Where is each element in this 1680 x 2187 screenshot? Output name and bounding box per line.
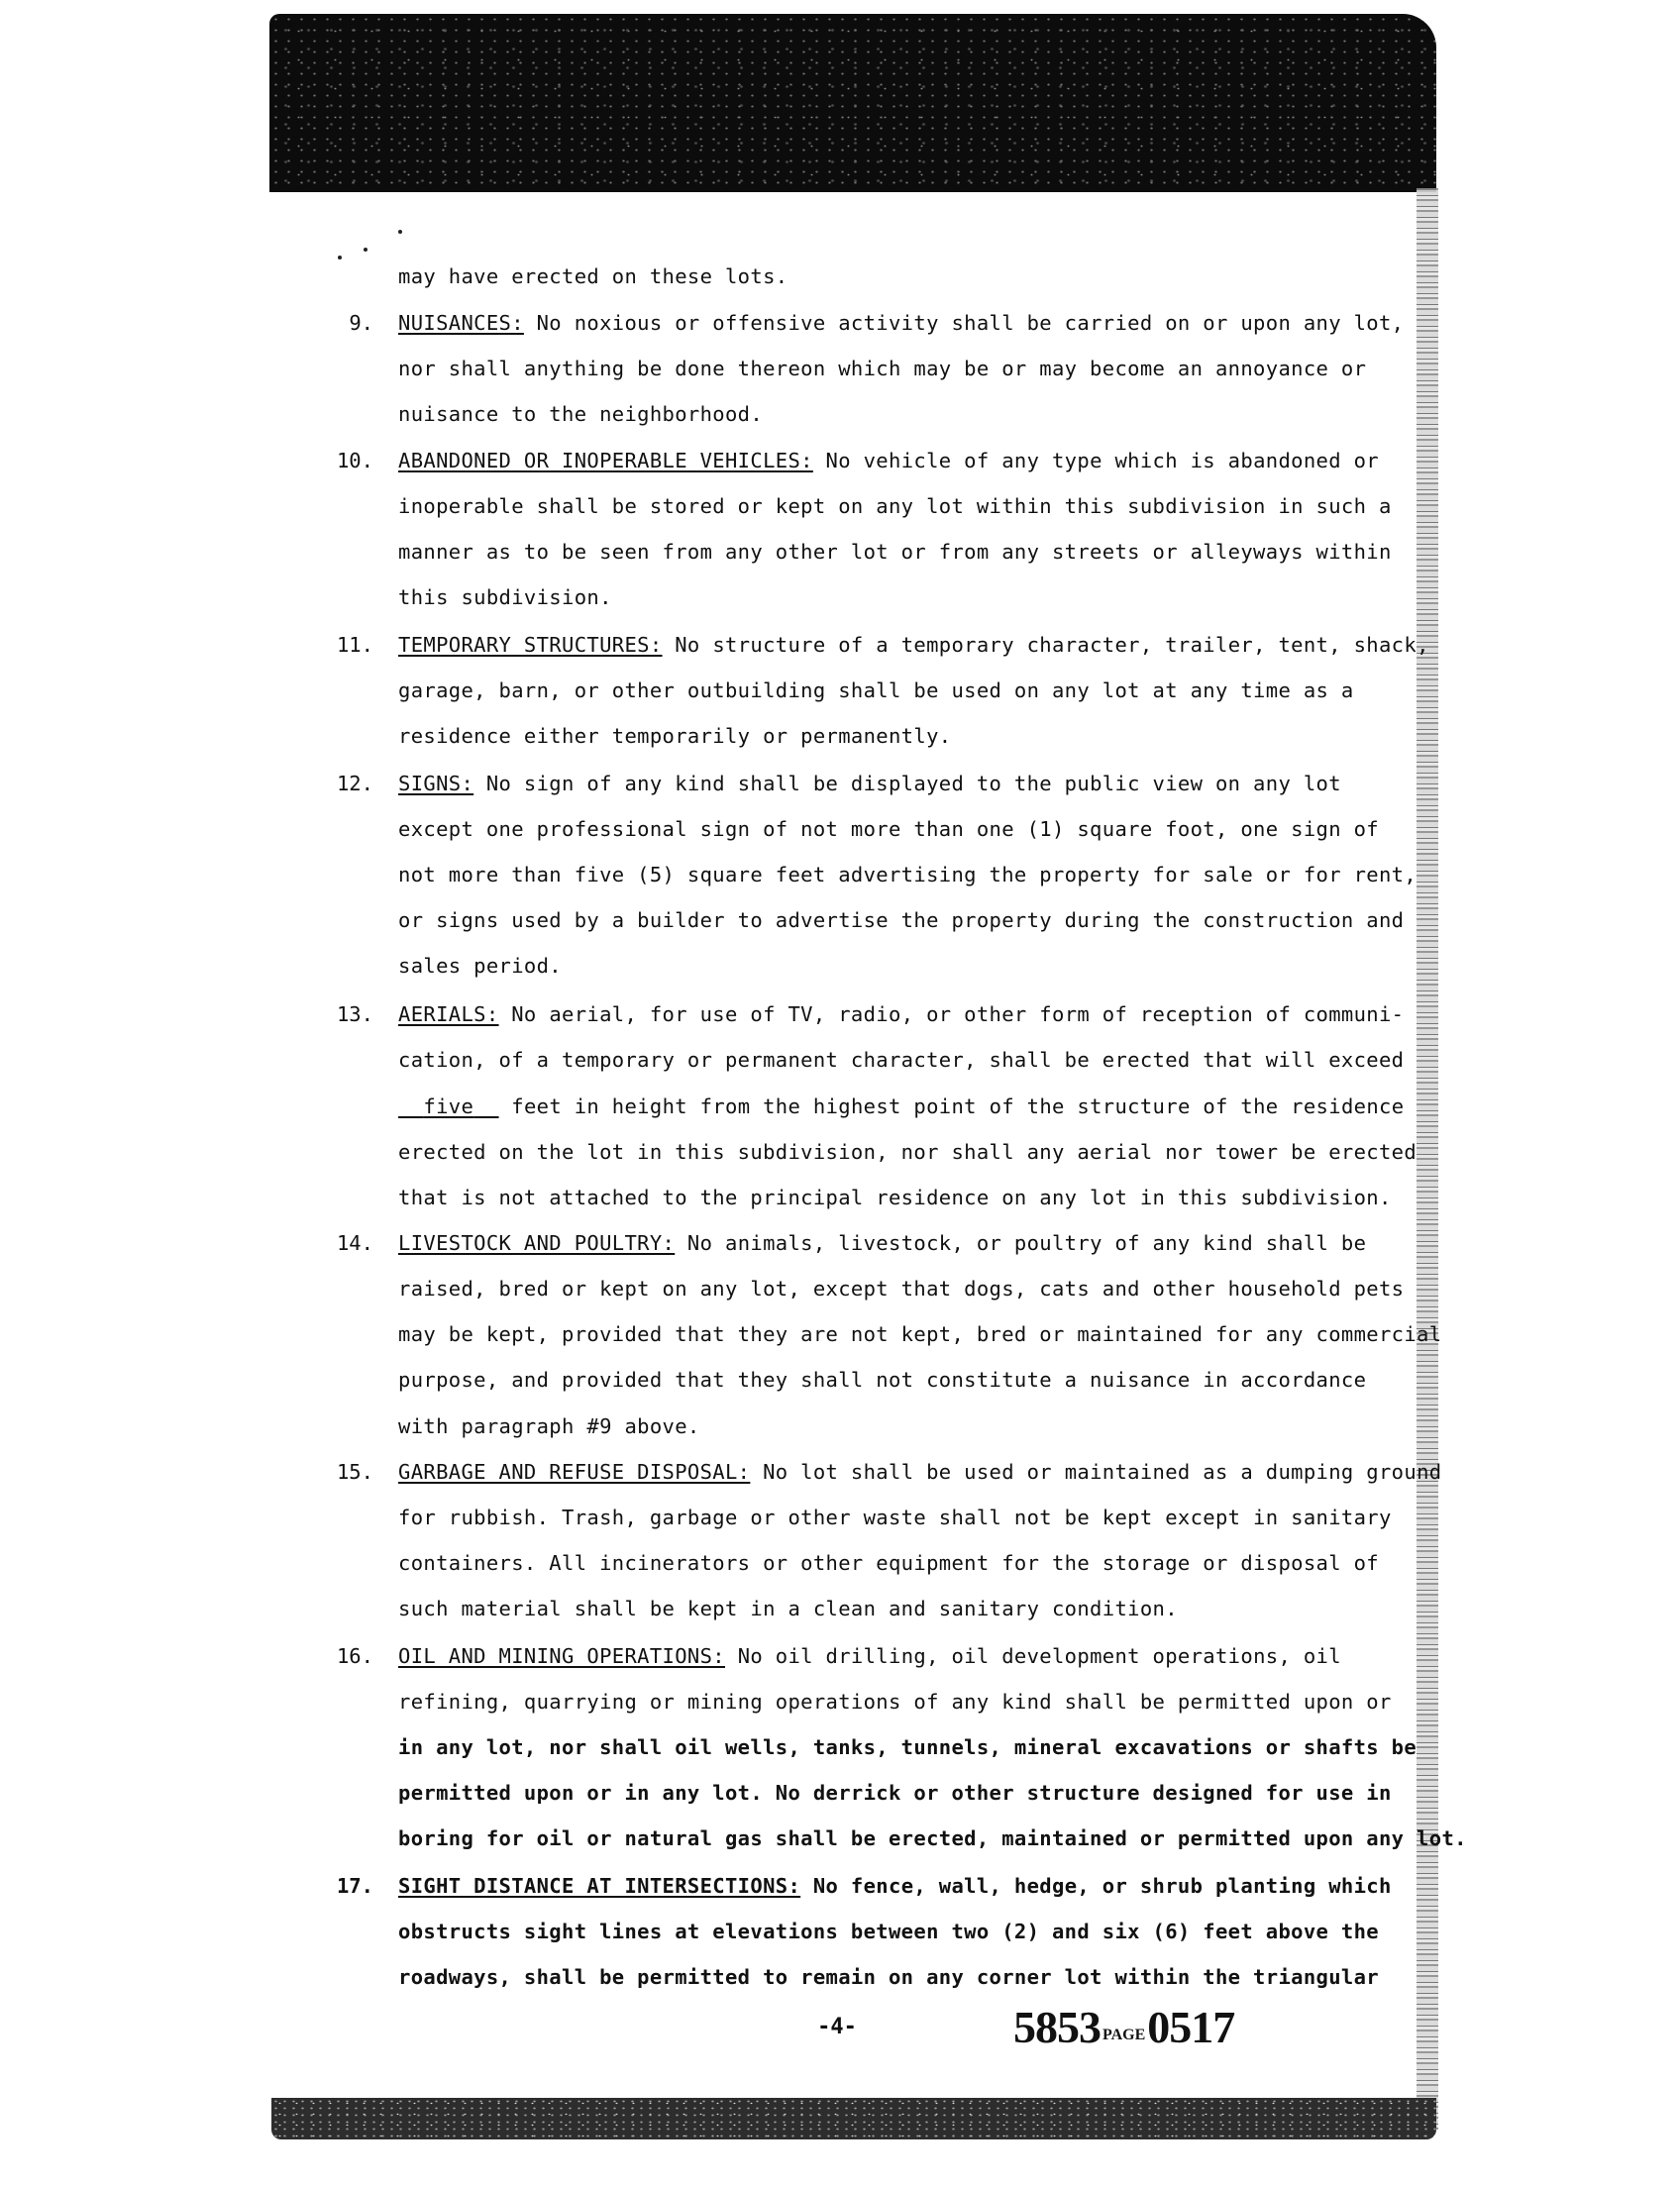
item-line: erected on the lot in this subdivision, nor shall any aerial nor tower be erected bbox=[398, 1140, 1418, 1164]
item-line: garage, barn, or other outbuilding shall be used on any lot at any time as a bbox=[398, 678, 1354, 702]
item-line bbox=[398, 1459, 1441, 1485]
item-line: that is not attached to the principal residence on any lot in this subdivision. bbox=[398, 1186, 1392, 1209]
item-text: No sign of any kind shall be displayed to the public view on any lot bbox=[473, 772, 1341, 795]
item-line: except one professional sign of not more than one (1) square foot, one sign of bbox=[398, 817, 1379, 841]
item-line: in any lot, nor shall oil wells, tanks, tunnels, mineral excavations or shafts be bbox=[398, 1735, 1418, 1759]
continuation-line: may have erected on these lots. bbox=[398, 264, 788, 288]
filled-blank bbox=[398, 1094, 499, 1118]
item-line: raised, bred or kept on any lot, except that dogs, cats and other household pets bbox=[398, 1277, 1405, 1301]
scan-noise-top bbox=[269, 14, 1436, 192]
item-line bbox=[398, 632, 1429, 658]
filled-blank-value: five bbox=[423, 1094, 474, 1118]
item-number: 11. bbox=[336, 633, 373, 657]
item-text: No structure of a temporary character, trailer, tent, shack, bbox=[662, 633, 1429, 657]
item-number: 17. bbox=[336, 1874, 373, 1898]
page-reference-number: 0517 bbox=[1147, 2002, 1235, 2052]
item-line: nuisance to the neighborhood. bbox=[398, 402, 764, 426]
item-heading: NUISANCES: bbox=[398, 311, 524, 335]
item-line bbox=[398, 1643, 1341, 1669]
item-heading: SIGHT DISTANCE AT INTERSECTIONS: bbox=[398, 1874, 801, 1898]
item-number: 9. bbox=[349, 311, 373, 335]
item-line: not more than five (5) square feet advertising the property for sale or for rent, bbox=[398, 863, 1418, 886]
item-line bbox=[398, 771, 1341, 796]
item-line: refining, quarrying or mining operations of any kind shall be permitted upon or bbox=[398, 1690, 1392, 1714]
item-number: 16. bbox=[336, 1644, 373, 1668]
item-line bbox=[398, 1873, 1392, 1899]
item-line: this subdivision. bbox=[398, 585, 612, 609]
stray-mark bbox=[398, 230, 402, 234]
item-line: or signs used by a builder to advertise the property during the construction and bbox=[398, 908, 1405, 932]
item-line: cation, of a temporary or permanent character, shall be erected that will exceed bbox=[398, 1048, 1405, 1072]
item-line: residence either temporarily or permanently. bbox=[398, 724, 952, 748]
item-line: roadways, shall be permitted to remain on any corner lot within the triangular bbox=[398, 1965, 1379, 1989]
item-number: 10. bbox=[336, 449, 373, 472]
item-text: No animals, livestock, or poultry of any kind shall be bbox=[675, 1231, 1367, 1255]
item-heading: SIGNS: bbox=[398, 772, 474, 795]
item-line bbox=[398, 310, 1404, 336]
item-text: feet in height from the highest point of the structure of the residence bbox=[511, 1094, 1405, 1118]
item-number: 13. bbox=[336, 1002, 373, 1026]
item-line: such material shall be kept in a clean and sanitary condition. bbox=[398, 1597, 1178, 1620]
item-text: No fence, wall, hedge, or shrub planting which bbox=[800, 1874, 1392, 1898]
item-line: with paragraph #9 above. bbox=[398, 1414, 700, 1438]
item-number: 15. bbox=[336, 1460, 373, 1484]
item-line: sales period. bbox=[398, 954, 562, 978]
item-heading: ABANDONED OR INOPERABLE VEHICLES: bbox=[398, 449, 813, 472]
item-heading: AERIALS: bbox=[398, 1002, 499, 1026]
item-text: No noxious or offensive activity shall be carried on or upon any lot, bbox=[523, 311, 1405, 335]
item-text: No aerial, for use of TV, radio, or other form of reception of communi- bbox=[498, 1002, 1405, 1026]
item-text: No oil drilling, oil development operations, oil bbox=[725, 1644, 1341, 1668]
page-label: PAGE bbox=[1102, 2027, 1146, 2043]
item-line bbox=[398, 1230, 1366, 1256]
item-number: 12. bbox=[336, 772, 373, 795]
item-heading: GARBAGE AND REFUSE DISPOSAL: bbox=[398, 1460, 751, 1484]
item-number: 14. bbox=[336, 1231, 373, 1255]
item-line: permitted upon or in any lot. No derrick or other structure designed for use in bbox=[398, 1781, 1392, 1805]
item-line bbox=[398, 448, 1379, 473]
stray-mark bbox=[338, 256, 342, 260]
item-heading: OIL AND MINING OPERATIONS: bbox=[398, 1644, 725, 1668]
item-line: inoperable shall be stored or kept on any lot within this subdivision in such a bbox=[398, 494, 1392, 518]
item-line: purpose, and provided that they shall not constitute a nuisance in accordance bbox=[398, 1368, 1367, 1392]
item-heading: TEMPORARY STRUCTURES: bbox=[398, 633, 663, 657]
item-text: No lot shall be used or maintained as a dumping ground bbox=[750, 1460, 1442, 1484]
item-line: may be kept, provided that they are not kept, bred or maintained for any commercial bbox=[398, 1322, 1442, 1346]
page-number: -4- bbox=[817, 2015, 857, 2039]
item-line bbox=[398, 1094, 1404, 1119]
item-line: containers. All incinerators or other equipment for the storage or disposal of bbox=[398, 1551, 1379, 1575]
item-text: No vehicle of any type which is abandoned or bbox=[812, 449, 1379, 472]
book-page-reference bbox=[1013, 2001, 1234, 2053]
stray-mark bbox=[364, 248, 368, 252]
item-line: boring for oil or natural gas shall be erected, maintained or permitted upon any lot. bbox=[398, 1826, 1467, 1850]
item-line: obstructs sight lines at elevations between two (2) and six (6) feet above the bbox=[398, 1920, 1379, 1943]
item-line: manner as to be seen from any other lot or from any streets or alleyways within bbox=[398, 540, 1392, 564]
item-heading: LIVESTOCK AND POULTRY: bbox=[398, 1231, 676, 1255]
scan-noise-bottom bbox=[271, 2098, 1436, 2139]
item-line: nor shall anything be done thereon which may be or may become an annoyance or bbox=[398, 357, 1367, 380]
item-line: for rubbish. Trash, garbage or other waste shall not be kept except in sanitary bbox=[398, 1506, 1392, 1529]
item-line bbox=[398, 1001, 1404, 1027]
book-number: 5853 bbox=[1013, 2002, 1101, 2052]
